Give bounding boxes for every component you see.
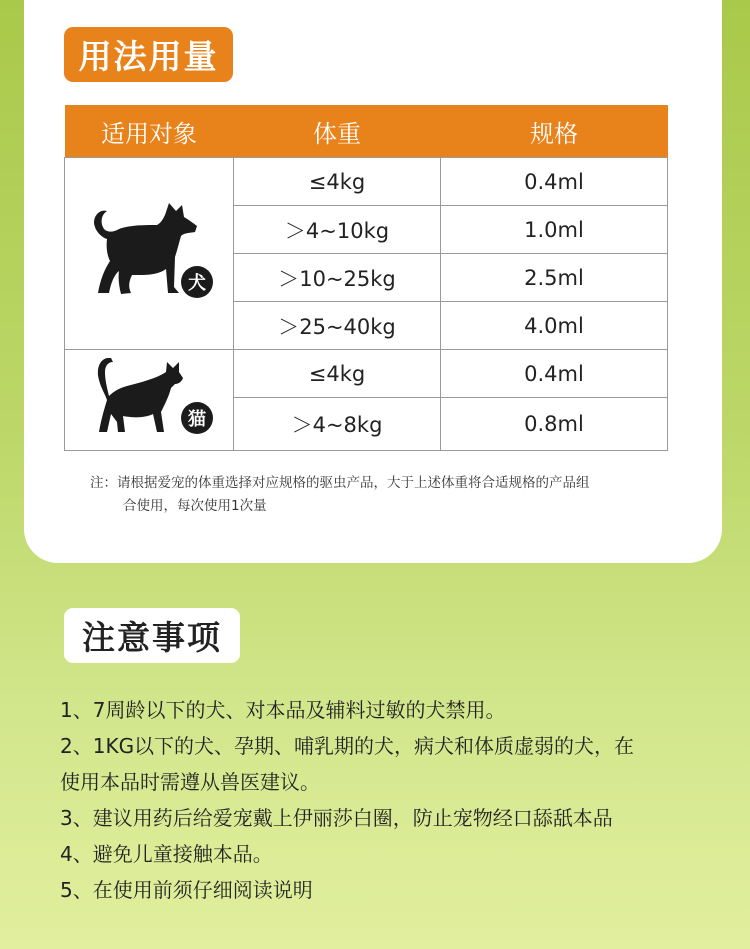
header-spec: 规格 (441, 105, 668, 158)
dosage-table (64, 105, 668, 451)
header-target: 适用对象 (65, 105, 234, 158)
dog-badge: 犬 (181, 266, 213, 298)
list-item: 使用本品时需遵从兽医建议。 (60, 770, 320, 794)
spec-cell: 4.0ml (441, 302, 668, 350)
weight-cell: ≤4kg (234, 350, 441, 398)
dog-cell (65, 158, 234, 350)
cat-cell (65, 350, 234, 451)
caution-title: 注意事项 (64, 608, 240, 663)
list-item: 3、建议用药后给爱宠戴上伊丽莎白圈，防止宠物经口舔舐本品 (60, 806, 613, 830)
cat-badge: 猫 (181, 402, 213, 434)
caution-list (60, 692, 720, 908)
table-row (65, 350, 668, 398)
spec-cell: 0.4ml (441, 158, 668, 206)
cat-silhouette-icon (87, 356, 187, 436)
list-item: 5、在使用前须仔细阅读说明 (60, 878, 313, 902)
list-item: 2、1KG以下的犬、孕期、哺乳期的犬，病犬和体质虚弱的犬，在 (60, 734, 635, 758)
weight-cell: ＞25~40kg (234, 302, 441, 350)
usage-title: 用法用量 (64, 27, 233, 82)
usage-note (90, 472, 670, 518)
list-item: 1、7周龄以下的犬、对本品及辅料过敏的犬禁用。 (60, 698, 506, 722)
note-line: 合使用，每次使用1次量 (123, 498, 267, 514)
weight-cell: ＞10~25kg (234, 254, 441, 302)
weight-cell: ＞4~8kg (234, 398, 441, 451)
weight-cell: ＞4~10kg (234, 206, 441, 254)
spec-cell: 2.5ml (441, 254, 668, 302)
table-row (65, 158, 668, 206)
spec-cell: 1.0ml (441, 206, 668, 254)
spec-cell: 0.4ml (441, 350, 668, 398)
note-line: 注：请根据爱宠的体重选择对应规格的驱虫产品，大于上述体重将合适规格的产品组 (90, 475, 590, 491)
list-item: 4、避免儿童接触本品。 (60, 842, 273, 866)
table-header-row (65, 105, 668, 158)
spec-cell: 0.8ml (441, 398, 668, 451)
header-weight: 体重 (234, 105, 441, 158)
weight-cell: ≤4kg (234, 158, 441, 206)
